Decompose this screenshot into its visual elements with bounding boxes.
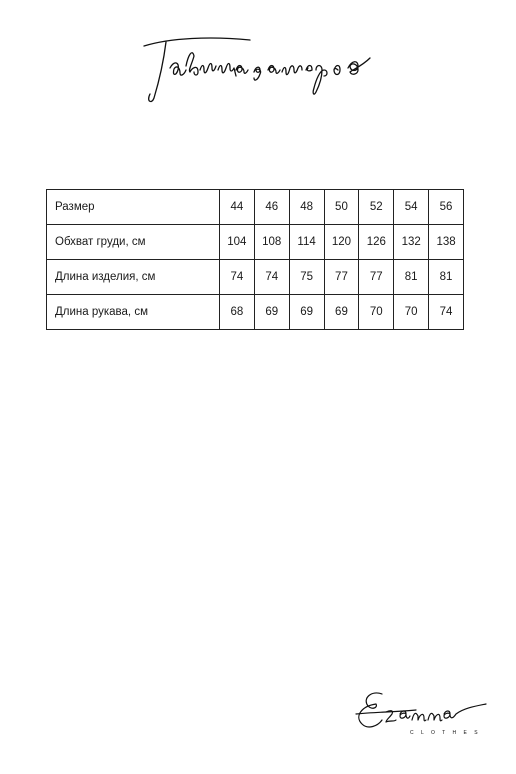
brand-logo (352, 684, 492, 744)
table-cell: 114 (289, 225, 324, 260)
table-cell: 69 (324, 295, 359, 330)
row-label: Размер (47, 190, 220, 225)
table-cell: 56 (429, 190, 464, 225)
table-row (47, 295, 464, 330)
row-label: Длина изделия, см (47, 260, 220, 295)
table-cell: 69 (254, 295, 289, 330)
table-cell: 54 (394, 190, 429, 225)
table-cell: 104 (219, 225, 254, 260)
table-cell: 46 (254, 190, 289, 225)
table-cell: 132 (394, 225, 429, 260)
table-row (47, 225, 464, 260)
table-cell: 70 (394, 295, 429, 330)
table-cell: 70 (359, 295, 394, 330)
logo-graphic (352, 684, 492, 744)
table-cell: 50 (324, 190, 359, 225)
table-cell: 48 (289, 190, 324, 225)
table-cell: 77 (324, 260, 359, 295)
table-cell: 52 (359, 190, 394, 225)
row-label: Обхват груди, см (47, 225, 220, 260)
table-cell: 77 (359, 260, 394, 295)
table-cell: 44 (219, 190, 254, 225)
svg-text:C L O T H E S: C L O T H E S (410, 730, 481, 736)
table-cell: 126 (359, 225, 394, 260)
size-table (46, 189, 464, 330)
row-label: Длина рукава, см (47, 295, 220, 330)
table-cell: 138 (429, 225, 464, 260)
table-cell: 81 (394, 260, 429, 295)
script-title-graphic (140, 28, 380, 108)
table-cell: 75 (289, 260, 324, 295)
table-cell: 108 (254, 225, 289, 260)
table-row (47, 260, 464, 295)
page-title (140, 28, 380, 108)
table-cell: 74 (254, 260, 289, 295)
table-cell: 69 (289, 295, 324, 330)
table-cell: 74 (429, 295, 464, 330)
table-row (47, 190, 464, 225)
table-cell: 81 (429, 260, 464, 295)
table-cell: 120 (324, 225, 359, 260)
table-cell: 68 (219, 295, 254, 330)
table-cell: 74 (219, 260, 254, 295)
